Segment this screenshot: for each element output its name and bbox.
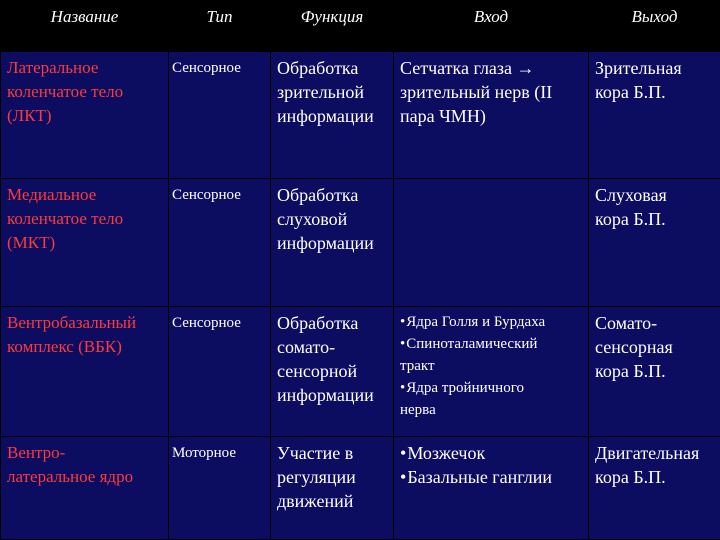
name-line: Вентробазальный bbox=[7, 312, 137, 332]
table-row bbox=[1, 437, 720, 540]
name-line: (ЛКТ) bbox=[7, 106, 52, 125]
output-line: кора Б.П. bbox=[595, 82, 666, 102]
name-line: коленчатое тело bbox=[7, 209, 124, 229]
function-line: регуляции bbox=[277, 467, 356, 488]
cell-output bbox=[589, 52, 720, 179]
header-row bbox=[1, 1, 720, 52]
output-line: Слуховая bbox=[595, 185, 667, 206]
cell-name bbox=[1, 52, 169, 179]
cell-input bbox=[394, 52, 589, 179]
type-text: Сенсорное bbox=[172, 314, 241, 331]
cell-output bbox=[589, 306, 720, 437]
name-line: латеральное ядро bbox=[7, 467, 134, 487]
cell-type bbox=[169, 437, 271, 540]
cell-type bbox=[169, 179, 271, 306]
function-line: движений bbox=[277, 491, 354, 512]
name-line: Вентро- bbox=[7, 443, 66, 463]
function-line: сенсорной bbox=[277, 360, 358, 381]
function-line: зрительной bbox=[277, 82, 365, 102]
table-row bbox=[1, 179, 720, 306]
function-line: Обработка bbox=[277, 58, 359, 78]
name-line: комплекс (ВБК) bbox=[7, 336, 122, 356]
output-line: Сомато- bbox=[595, 312, 658, 333]
output-line: Зрительная bbox=[595, 58, 682, 78]
function-line: Участие в bbox=[277, 443, 354, 464]
function-line: слуховой bbox=[277, 209, 348, 230]
cell-name bbox=[1, 437, 169, 540]
cell-input bbox=[394, 437, 589, 540]
input-line: • Ядра Голля и Бурдаха bbox=[400, 311, 582, 333]
table-row bbox=[1, 52, 720, 179]
header-name: Название bbox=[1, 1, 169, 52]
output-line: кора Б.П. bbox=[595, 467, 666, 488]
header-output: Выход bbox=[589, 1, 720, 52]
function-line: Обработка bbox=[277, 185, 359, 206]
function-line: информации bbox=[277, 106, 374, 126]
cell-name bbox=[1, 179, 169, 306]
name-line: Латеральное bbox=[7, 58, 99, 77]
input-line: тракт bbox=[400, 357, 435, 374]
input-line: • Мозжечок bbox=[400, 441, 582, 465]
function-line: Обработка bbox=[277, 312, 359, 333]
cell-name bbox=[1, 306, 169, 437]
cell-function bbox=[271, 437, 394, 540]
cell-output bbox=[589, 179, 720, 306]
input-line: • Спиноталамический bbox=[400, 333, 582, 355]
table-row bbox=[1, 306, 720, 437]
header-input: Вход bbox=[394, 1, 589, 52]
input-line: Сетчатка глаза → bbox=[400, 58, 535, 78]
name-line: коленчатое тело bbox=[7, 82, 124, 101]
function-line: сомато- bbox=[277, 336, 336, 357]
input-line: зрительный нерв (II bbox=[400, 82, 553, 102]
header-type: Тип bbox=[169, 1, 271, 52]
output-line: кора Б.П. bbox=[595, 209, 666, 230]
name-line: Медиальное bbox=[7, 185, 97, 205]
name-line: (МКТ) bbox=[7, 233, 56, 253]
output-line: кора Б.П. bbox=[595, 360, 666, 381]
cell-function bbox=[271, 179, 394, 306]
cell-function bbox=[271, 306, 394, 437]
cell-type bbox=[169, 52, 271, 179]
cell-input bbox=[394, 306, 589, 437]
type-text: Моторное bbox=[172, 445, 236, 462]
function-line: информации bbox=[277, 233, 374, 254]
input-line: нерва bbox=[400, 401, 436, 418]
function-line: информации bbox=[277, 384, 374, 405]
cell-function bbox=[271, 52, 394, 179]
cell-input bbox=[394, 179, 589, 306]
type-text: Сенсорное bbox=[172, 187, 241, 204]
type-text: Сенсорное bbox=[172, 60, 241, 76]
input-line: пара ЧМН) bbox=[400, 106, 486, 126]
input-line: • Ядра тройничного bbox=[400, 377, 582, 399]
cell-output bbox=[589, 437, 720, 540]
output-line: Двигательная bbox=[595, 443, 700, 464]
output-line: сенсорная bbox=[595, 336, 673, 357]
header-function: Функция bbox=[271, 1, 394, 52]
input-line: • Базальные ганглии bbox=[400, 465, 582, 489]
cell-type bbox=[169, 306, 271, 437]
